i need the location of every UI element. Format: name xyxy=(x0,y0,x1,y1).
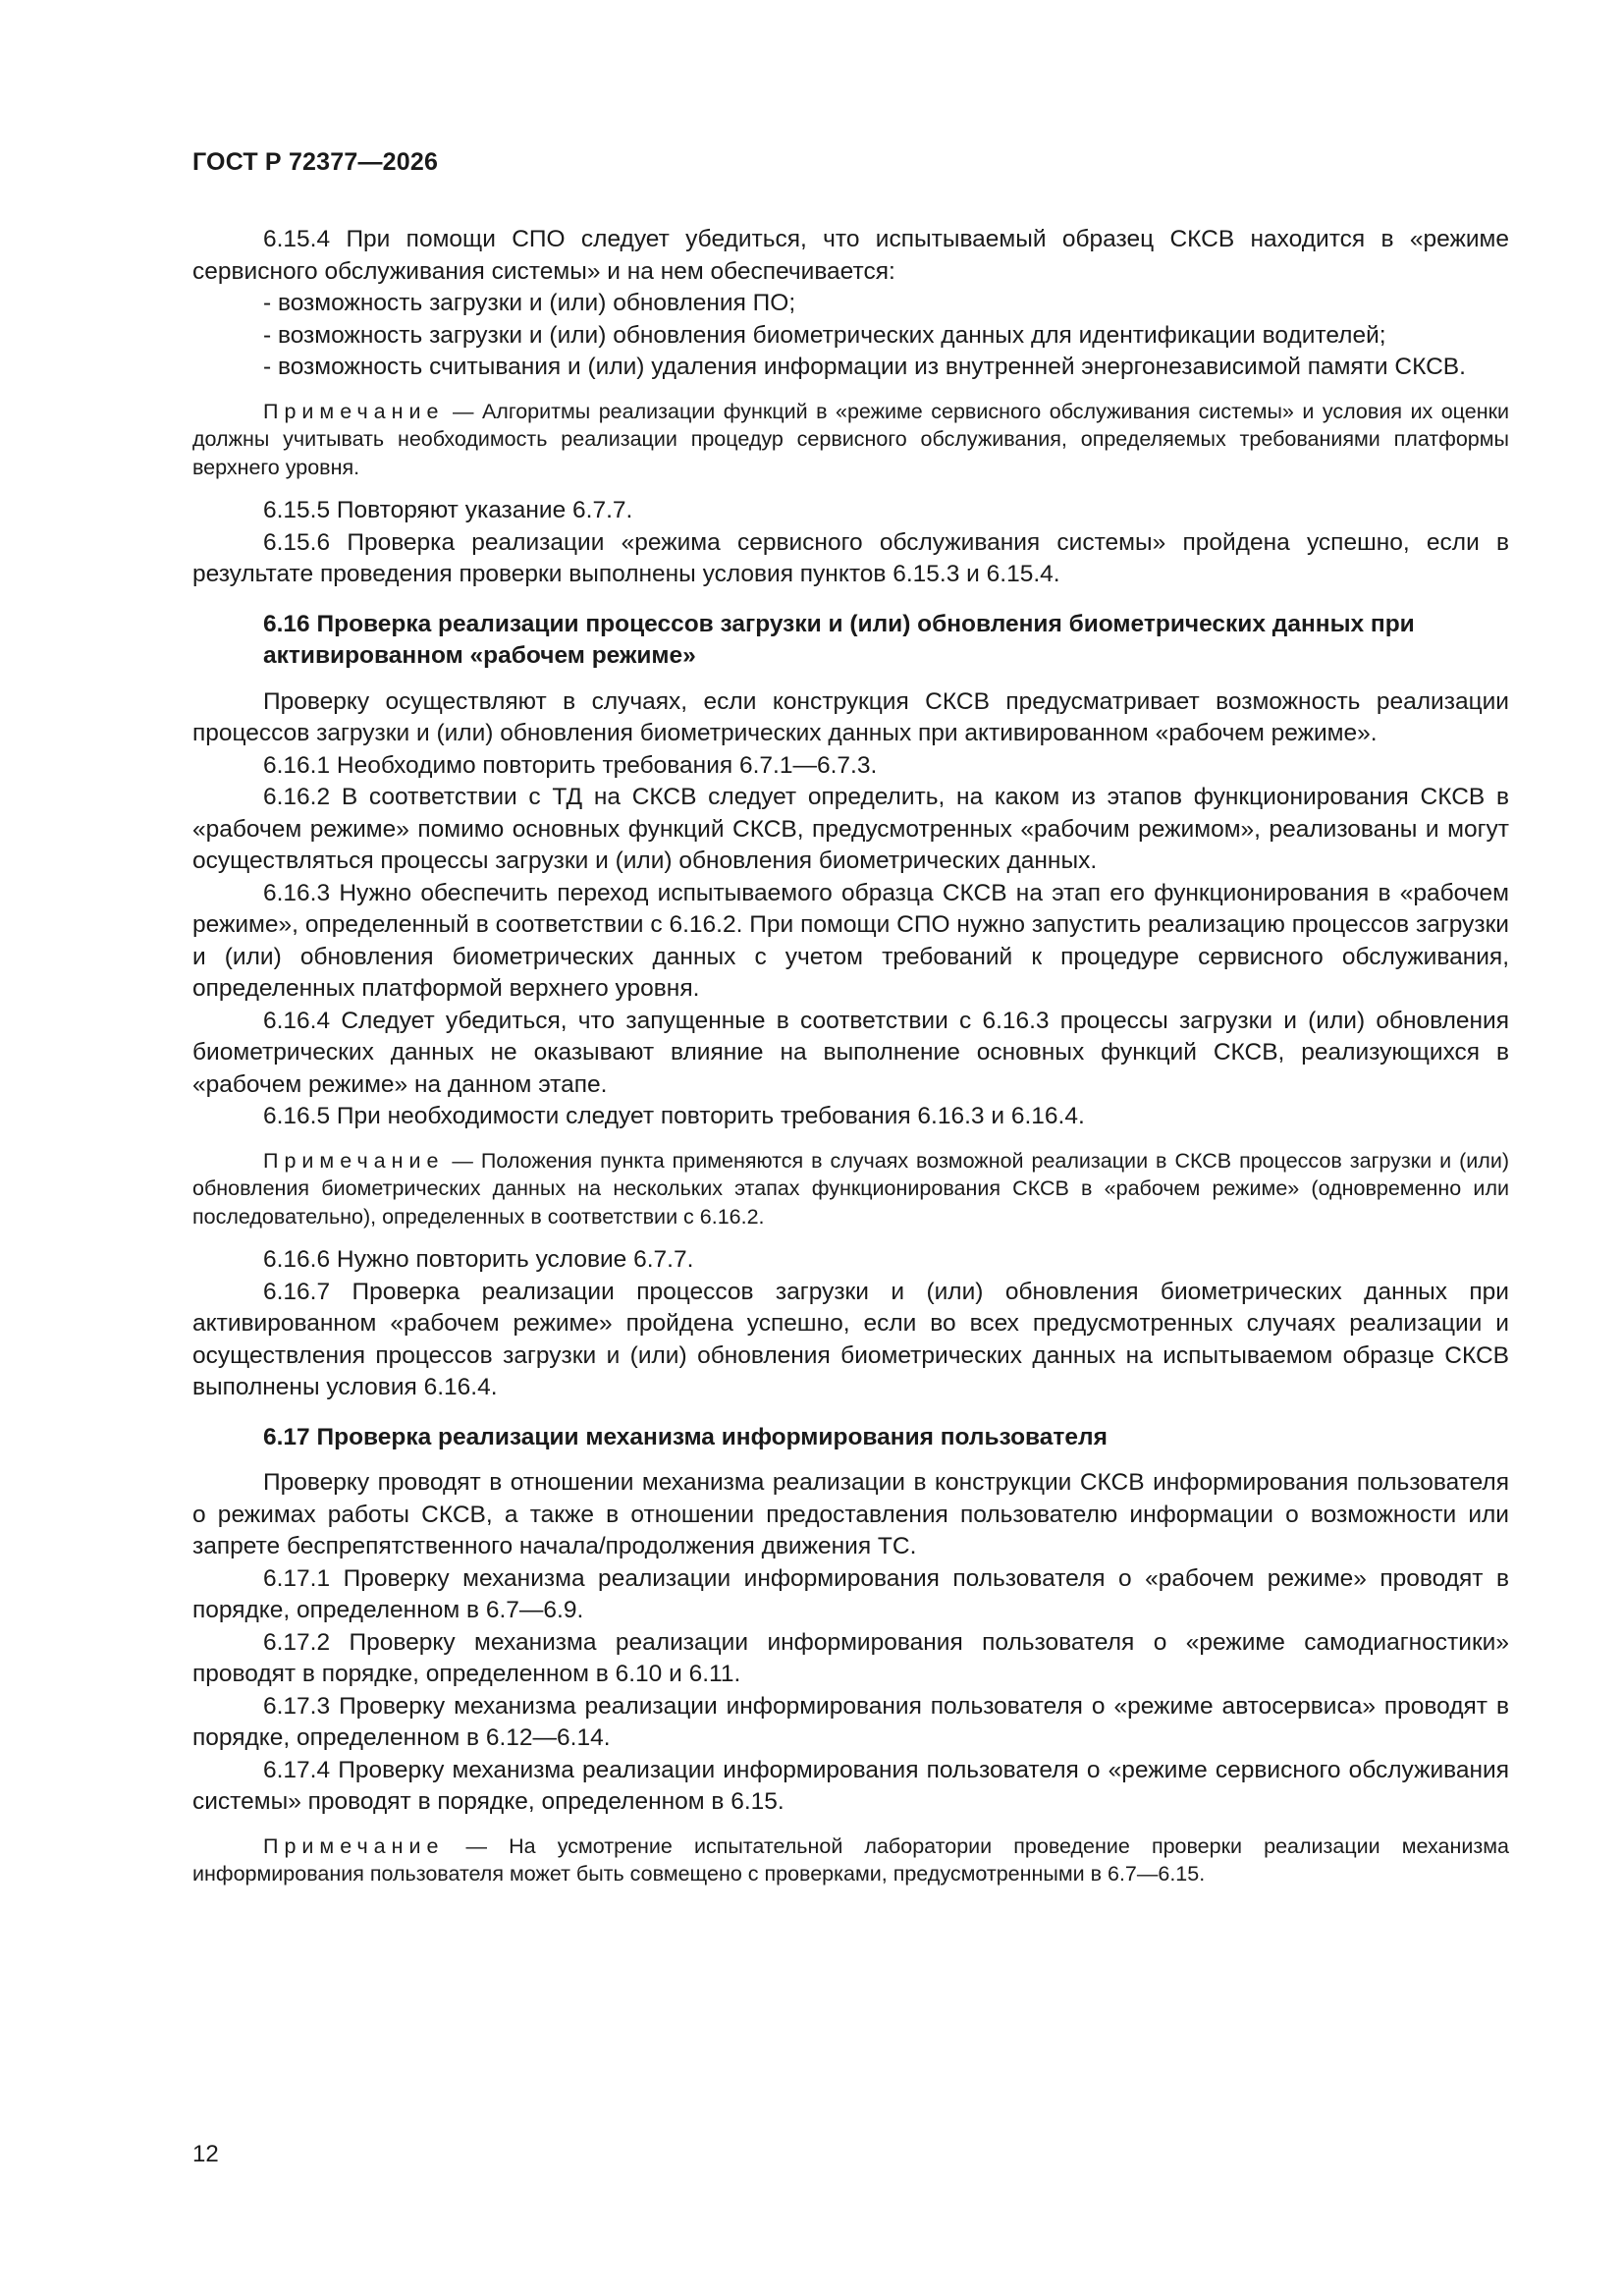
list-item-6-15-4-a: - возможность загрузки и (или) обновления ПО; xyxy=(263,290,796,316)
note-text: — Алгоритмы реализации функций в «режиме сервисного обслуживания системы» и условия их оценки должны учитывать необходимость реализации процедур сервисного обслуживания, определяемых требованиями платформы верхнего уровня. xyxy=(192,399,1509,479)
document-body xyxy=(192,224,1509,1902)
note-label: Примечание xyxy=(263,1148,445,1173)
note-label: Примечание xyxy=(263,399,445,423)
paragraph-6-15-5: 6.15.5 Повторяют указание 6.7.7. xyxy=(263,497,633,523)
list-item-6-15-4-c: - возможность считывания и (или) удаления информации из внутренней энергонезависимой памяти СКСВ. xyxy=(263,354,1466,380)
paragraph-6-17-4: 6.17.4 Проверку механизма реализации информирования пользователя о «режиме сервисного обслуживания системы» проводят в порядке, определенном в 6.15. xyxy=(192,1756,1509,1815)
paragraph-6-16-7: 6.16.7 Проверка реализации процессов загрузки и (или) обновления биометрических данных при активированном «рабочем режиме» пройдена успешно, если во всех предусмотренных случаях реализации и осуществления процессов загрузки и (или) обновления биометрических данных на испытываемом образце СКСВ выполнены условия 6.16.4. xyxy=(192,1278,1509,1400)
list-item-6-15-4-b: - возможность загрузки и (или) обновления биометрических данных для идентификации водителей; xyxy=(263,321,1386,349)
note-3 xyxy=(192,1832,1509,1888)
paragraph-6-16-2: 6.16.2 В соответствии с ТД на СКСВ следует определить, на каком из этапов функционирования СКСВ в «рабочем режиме» помимо основных функций СКСВ, предусмотренных «рабочим режимом», реализованы и могут осуществляться процессы загрузки и (или) обновления биометрических данных. xyxy=(192,784,1509,874)
paragraph-6-16-3: 6.16.3 Нужно обеспечить переход испытываемого образца СКСВ на этап его функционирования в «рабочем режиме», определенный в соответствии с 6.16.2. При помощи СПО нужно запустить реализацию процессов загрузки и (или) обновления биометрических данных с учетом требований к процедуре сервисного обслуживания, определенных платформой верхнего уровня. xyxy=(192,879,1509,1002)
section-heading-6-16: 6.16 Проверка реализации процессов загрузки и (или) обновления биометрических данных при активированном «рабочем режиме» xyxy=(263,610,1415,669)
paragraph-6-16-intro: Проверку осуществляют в случаях, если конструкция СКСВ предусматривает возможность реализации процессов загрузки и (или) обновления биометрических данных при активированном «рабочем режиме». xyxy=(192,687,1509,746)
section-heading-6-17: 6.17 Проверка реализации механизма информирования пользователя xyxy=(263,1423,1108,1450)
paragraph-6-16-4: 6.16.4 Следует убедиться, что запущенные в соответствии с 6.16.3 процессы загрузки и (или) обновления биометрических данных не оказывают влияние на выполнение основных функций СКСВ, реализующихся в «рабочем режиме» на данном этапе. xyxy=(192,1007,1509,1098)
paragraph-6-17-intro: Проверку проводят в отношении механизма реализации в конструкции СКСВ информирования пользователя о режимах работы СКСВ, а также в отношении предоставления пользователю информации о возможности или запрете беспрепятственного начала/продолжения движения ТС. xyxy=(192,1469,1509,1559)
paragraph-6-16-6: 6.16.6 Нужно повторить условие 6.7.7. xyxy=(263,1246,694,1273)
paragraph-6-16-1: 6.16.1 Необходимо повторить требования 6.7.1—6.7.3. xyxy=(263,751,878,779)
document-header: ГОСТ Р 72377—2026 xyxy=(192,148,439,176)
paragraph-6-17-3: 6.17.3 Проверку механизма реализации информирования пользователя о «режиме автосервиса» проводят в порядке, определенном в 6.12—6.14. xyxy=(192,1692,1509,1751)
note-1 xyxy=(192,398,1509,482)
paragraph-6-15-6: 6.15.6 Проверка реализации «режима сервисного обслуживания системы» пройдена успешно, если в результате проведения проверки выполнены условия пунктов 6.15.3 и 6.15.4. xyxy=(192,528,1509,587)
paragraph-6-17-2: 6.17.2 Проверку механизма реализации информирования пользователя о «режиме самодиагностики» проводят в порядке, определенном в 6.10 и 6.11. xyxy=(192,1628,1509,1687)
note-2 xyxy=(192,1147,1509,1231)
paragraph-6-15-4: 6.15.4 При помощи СПО следует убедиться, что испытываемый образец СКСВ находится в «режиме сервисного обслуживания системы» и на нем обеспечивается: xyxy=(192,226,1509,285)
note-label: Примечание xyxy=(263,1833,445,1858)
note-text: — На усмотрение испытательной лаборатории проведение проверки реализации механизма информирования пользователя может быть совмещено с проверками, предусмотренными в 6.7—6.15. xyxy=(192,1833,1509,1886)
note-text: — Положения пункта применяются в случаях возможной реализации в СКСВ процессов загрузки и (или) обновления биометрических данных на нескольких этапах функционирования СКСВ в «рабочем режиме» (одновременно или последовательно), определенных в соответствии с 6.16.2. xyxy=(192,1148,1509,1229)
page-number: 12 xyxy=(192,2141,219,2167)
paragraph-6-17-1: 6.17.1 Проверку механизма реализации информирования пользователя о «рабочем режиме» проводят в порядке, определенном в 6.7—6.9. xyxy=(192,1564,1509,1623)
paragraph-6-16-5: 6.16.5 При необходимости следует повторить требования 6.16.3 и 6.16.4. xyxy=(263,1103,1085,1129)
